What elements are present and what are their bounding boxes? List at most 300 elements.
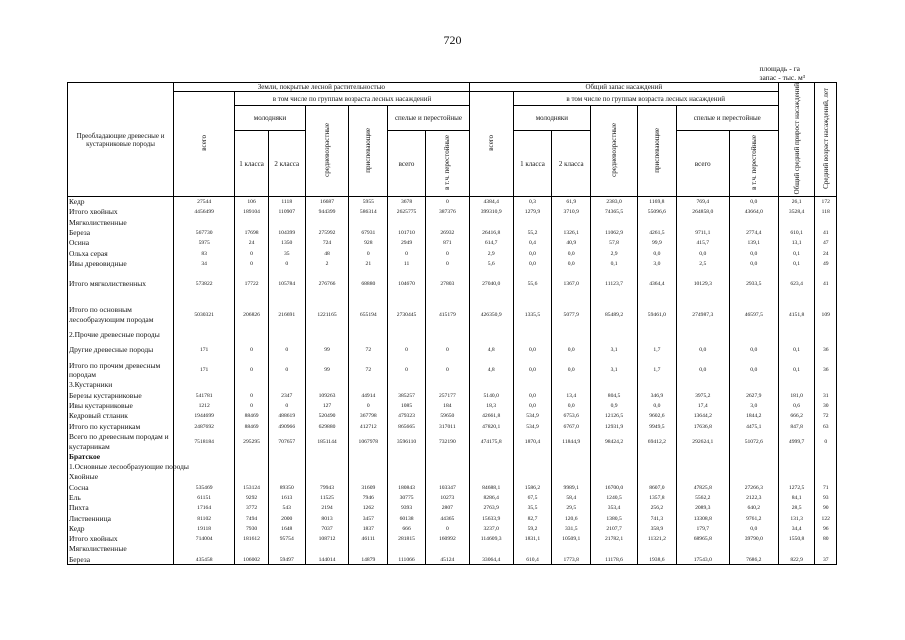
table-row xyxy=(68,421,837,431)
cell-value: 27803 xyxy=(425,279,469,289)
cell-value: 0 xyxy=(268,360,305,380)
cell-value: 1613 xyxy=(268,493,305,503)
cell-value xyxy=(513,218,552,228)
cell-value: 0,0 xyxy=(552,248,591,258)
cell-value xyxy=(815,462,837,472)
cell-value: 5077,9 xyxy=(552,300,591,330)
cell-value: 1586,2 xyxy=(513,483,552,493)
cell-value: 24 xyxy=(235,238,269,248)
cell-value: 3237,0 xyxy=(469,524,513,534)
table-body xyxy=(68,197,837,565)
cell-value: 14879 xyxy=(349,555,388,565)
cell-value xyxy=(174,218,235,228)
cell-value: 0,0 xyxy=(729,340,778,360)
cell-value: 9393 xyxy=(388,503,426,513)
cell-value: 2107,7 xyxy=(591,524,638,534)
table-row xyxy=(68,228,837,238)
cell-value: 5562,2 xyxy=(676,493,729,503)
cell-value: 6767,0 xyxy=(552,421,591,431)
cell-value: 104399 xyxy=(268,228,305,238)
cell-value: 24 xyxy=(815,248,837,258)
cell-value: 0,0 xyxy=(513,340,552,360)
cell-value xyxy=(729,452,778,462)
cell-value: 72 xyxy=(815,411,837,421)
cell-value: 3772 xyxy=(235,503,269,513)
col-stock-age-groups: в том числе по группам возраста лесных насаждений xyxy=(513,92,778,106)
cell-value: 46111 xyxy=(349,534,388,544)
cell-value: 11123,7 xyxy=(591,279,638,289)
row-label: Кедр xyxy=(68,524,174,534)
table-row xyxy=(68,279,837,289)
cell-value xyxy=(469,290,513,300)
cell-value: 37 xyxy=(815,555,837,565)
cell-value: 9711,1 xyxy=(676,228,729,238)
cell-value xyxy=(349,290,388,300)
cell-value: 184 xyxy=(425,401,469,411)
table-row xyxy=(68,218,837,228)
col-avg-age: Средний возраст насаждений, лет xyxy=(815,83,837,197)
cell-value: 179,7 xyxy=(676,524,729,534)
col-land-class2: 2 класса xyxy=(268,131,305,197)
cell-value xyxy=(815,544,837,554)
cell-value: 2,9 xyxy=(591,248,638,258)
cell-value xyxy=(513,290,552,300)
cell-value: 1550,8 xyxy=(778,534,815,544)
cell-value: 367798 xyxy=(349,411,388,421)
cell-value: 11321,2 xyxy=(638,534,677,544)
cell-value xyxy=(174,269,235,279)
cell-value xyxy=(638,290,677,300)
cell-value: 3,1 xyxy=(591,340,638,360)
cell-value xyxy=(305,218,349,228)
cell-value: 59497 xyxy=(268,555,305,565)
cell-value: 412712 xyxy=(349,421,388,431)
cell-value: 0 xyxy=(425,340,469,360)
cell-value: 30 xyxy=(815,401,837,411)
cell-value: 0,0 xyxy=(676,248,729,258)
cell-value xyxy=(388,452,426,462)
cell-value: 399310,9 xyxy=(469,207,513,217)
cell-value xyxy=(425,544,469,554)
cell-value xyxy=(513,330,552,340)
cell-value: 189104 xyxy=(235,207,269,217)
cell-value: 0 xyxy=(425,197,469,207)
cell-value: 41 xyxy=(815,228,837,238)
cell-value xyxy=(425,330,469,340)
cell-value xyxy=(305,380,349,390)
cell-value: 707657 xyxy=(268,432,305,452)
cell-value: 586314 xyxy=(349,207,388,217)
cell-value: 2933,5 xyxy=(729,279,778,289)
cell-value: 10273 xyxy=(425,493,469,503)
row-label: Лиственница xyxy=(68,513,174,523)
cell-value xyxy=(778,269,815,279)
cell-value xyxy=(174,472,235,482)
cell-value xyxy=(388,330,426,340)
cell-value xyxy=(591,452,638,462)
cell-value: 0,1 xyxy=(778,360,815,380)
cell-value: 144014 xyxy=(305,555,349,565)
cell-value xyxy=(729,380,778,390)
cell-value: 17698 xyxy=(235,228,269,238)
cell-value xyxy=(469,452,513,462)
cell-value: 9761,2 xyxy=(729,513,778,523)
cell-value: 281815 xyxy=(388,534,426,544)
row-label: Ивы кустарниковые xyxy=(68,401,174,411)
cell-value: 31609 xyxy=(349,483,388,493)
cell-value: 541781 xyxy=(174,390,235,400)
table-row xyxy=(68,472,837,482)
cell-value: 160992 xyxy=(425,534,469,544)
table-row xyxy=(68,483,837,493)
cell-value: 610,4 xyxy=(513,555,552,565)
table-row xyxy=(68,555,837,565)
cell-value xyxy=(591,269,638,279)
cell-value xyxy=(425,462,469,472)
row-label: Осина xyxy=(68,238,174,248)
cell-value: 47820,1 xyxy=(469,421,513,431)
row-label: Ель xyxy=(68,493,174,503)
col-increment: Общий средний прирост насаждений xyxy=(778,83,815,197)
col-stock-maturing: приспевающие xyxy=(638,106,677,197)
row-label: Итого хвойных xyxy=(68,534,174,544)
cell-value: 426350,9 xyxy=(469,300,513,330)
cell-value: 1648 xyxy=(268,524,305,534)
cell-value xyxy=(676,462,729,472)
cell-value: 666 xyxy=(388,524,426,534)
row-label: Кедр xyxy=(68,197,174,207)
cell-value: 535469 xyxy=(174,483,235,493)
cell-value xyxy=(349,218,388,228)
cell-value xyxy=(425,380,469,390)
cell-value: 0,0 xyxy=(513,401,552,411)
cell-value: 2627,9 xyxy=(729,390,778,400)
cell-value xyxy=(729,269,778,279)
cell-value: 58,4 xyxy=(552,493,591,503)
cell-value: 89350 xyxy=(268,483,305,493)
cell-value xyxy=(268,452,305,462)
table-row xyxy=(68,259,837,269)
cell-value: 153124 xyxy=(235,483,269,493)
cell-value: 1844,2 xyxy=(729,411,778,421)
cell-value: 17543,0 xyxy=(676,555,729,565)
cell-value: 59461,0 xyxy=(638,300,677,330)
cell-value: 331,5 xyxy=(552,524,591,534)
cell-value: 106 xyxy=(235,197,269,207)
cell-value: 3596110 xyxy=(388,432,426,452)
cell-value xyxy=(676,330,729,340)
col-land-maturing: приспевающие xyxy=(349,106,388,197)
cell-value: 0 xyxy=(425,360,469,380)
table-row xyxy=(68,432,837,452)
cell-value: 26932 xyxy=(425,228,469,238)
cell-value: 0,0 xyxy=(552,259,591,269)
cell-value xyxy=(638,330,677,340)
cell-value xyxy=(469,462,513,472)
cell-value xyxy=(349,544,388,554)
cell-value: 42661,8 xyxy=(469,411,513,421)
cell-value: 11178,6 xyxy=(591,555,638,565)
cell-value: 2949 xyxy=(388,238,426,248)
cell-value: 79943 xyxy=(305,483,349,493)
row-label: Мягколиственные xyxy=(68,544,174,554)
cell-value: 3,0 xyxy=(638,259,677,269)
cell-value xyxy=(425,269,469,279)
cell-value: 1944699 xyxy=(174,411,235,421)
cell-value: 0,6 xyxy=(778,401,815,411)
row-label: 2.Прочие древесные породы xyxy=(68,330,174,340)
cell-value: 9989,1 xyxy=(552,483,591,493)
cell-value: 5,6 xyxy=(469,259,513,269)
table-row xyxy=(68,340,837,360)
cell-value: 29,5 xyxy=(552,503,591,513)
cell-value xyxy=(513,462,552,472)
cell-value xyxy=(638,269,677,279)
col-stock-overmature: в т.ч. перестойные xyxy=(729,131,778,197)
cell-value xyxy=(174,290,235,300)
cell-value: 72 xyxy=(349,340,388,360)
cell-value: 8286,4 xyxy=(469,493,513,503)
cell-value xyxy=(552,462,591,472)
table-row xyxy=(68,401,837,411)
cell-value: 206826 xyxy=(235,300,269,330)
cell-value xyxy=(676,269,729,279)
row-label: Другие древесные породы xyxy=(68,340,174,360)
cell-value: 610,1 xyxy=(778,228,815,238)
table-row xyxy=(68,330,837,340)
cell-value: 80 xyxy=(815,534,837,544)
page-number: 720 xyxy=(443,33,462,47)
cell-value xyxy=(425,472,469,482)
cell-value: 415179 xyxy=(425,300,469,330)
cell-value xyxy=(552,544,591,554)
cell-value: 822,9 xyxy=(778,555,815,565)
cell-value: 106002 xyxy=(235,555,269,565)
table-row xyxy=(68,269,837,279)
row-label: Ивы древовидные xyxy=(68,259,174,269)
cell-value: 0 xyxy=(268,401,305,411)
cell-value: 3,0 xyxy=(729,401,778,411)
cell-value: 49 xyxy=(815,259,837,269)
cell-value xyxy=(638,462,677,472)
cell-value xyxy=(815,269,837,279)
cell-value xyxy=(268,544,305,554)
cell-value: 8607,0 xyxy=(638,483,677,493)
table-row xyxy=(68,248,837,258)
cell-value: 353,4 xyxy=(591,503,638,513)
cell-value: 5955 xyxy=(349,197,388,207)
col-land-overmature: в т.ч. перестойные xyxy=(425,131,469,197)
row-label: Березы кустарниковые xyxy=(68,390,174,400)
cell-value xyxy=(349,269,388,279)
units-area: площадь - га xyxy=(759,64,800,73)
cell-value: 567730 xyxy=(174,228,235,238)
cell-value: 17722 xyxy=(235,279,269,289)
cell-value: 93 xyxy=(815,493,837,503)
cell-value: 0,4 xyxy=(513,238,552,248)
cell-value xyxy=(552,290,591,300)
cell-value: 0 xyxy=(388,248,426,258)
cell-value: 275992 xyxy=(305,228,349,238)
cell-value: 109263 xyxy=(305,390,349,400)
cell-value: 520490 xyxy=(305,411,349,421)
cell-value: 0 xyxy=(268,340,305,360)
cell-value: 0,0 xyxy=(638,248,677,258)
row-label xyxy=(68,269,174,279)
cell-value xyxy=(469,330,513,340)
cell-value: 99,9 xyxy=(638,238,677,248)
cell-value: 13308,8 xyxy=(676,513,729,523)
cell-value: 2 xyxy=(305,259,349,269)
cell-value: 0,1 xyxy=(591,259,638,269)
cell-value xyxy=(305,290,349,300)
cell-value: 109 xyxy=(815,300,837,330)
cell-value xyxy=(729,330,778,340)
cell-value xyxy=(815,218,837,228)
cell-value: 0,0 xyxy=(729,524,778,534)
cell-value: 10509,1 xyxy=(552,534,591,544)
cell-value xyxy=(513,380,552,390)
cell-value: 7930 xyxy=(235,524,269,534)
cell-value xyxy=(676,380,729,390)
cell-value: 82,7 xyxy=(513,513,552,523)
cell-value: 27266,3 xyxy=(729,483,778,493)
cell-value: 928 xyxy=(349,238,388,248)
cell-value: 655194 xyxy=(349,300,388,330)
cell-value: 46597,5 xyxy=(729,300,778,330)
cell-value: 1350 xyxy=(268,238,305,248)
cell-value: 101710 xyxy=(388,228,426,238)
cell-value: 34 xyxy=(174,259,235,269)
row-label: Мягколиственные xyxy=(68,218,174,228)
cell-value: 2807 xyxy=(425,503,469,513)
col-stock-class2: 2 класса xyxy=(552,131,591,197)
cell-value: 317011 xyxy=(425,421,469,431)
cell-value: 98424,2 xyxy=(591,432,638,452)
col-land-class1: 1 класса xyxy=(235,131,269,197)
cell-value: 0 xyxy=(425,524,469,534)
cell-value xyxy=(778,452,815,462)
cell-value: 36 xyxy=(815,340,837,360)
cell-value: 108712 xyxy=(305,534,349,544)
cell-value: 629880 xyxy=(305,421,349,431)
cell-value: 0,0 xyxy=(513,248,552,258)
cell-value: 44365 xyxy=(425,513,469,523)
cell-value: 118 xyxy=(815,207,837,217)
cell-value: 0 xyxy=(349,401,388,411)
cell-value: 7494 xyxy=(235,513,269,523)
cell-value: 264858,0 xyxy=(676,207,729,217)
cell-value: 1240,5 xyxy=(591,493,638,503)
cell-value: 41 xyxy=(815,279,837,289)
cell-value: 2122,3 xyxy=(729,493,778,503)
cell-value: 4999,7 xyxy=(778,432,815,452)
row-label: Кедровый стланик xyxy=(68,411,174,421)
cell-value: 257177 xyxy=(425,390,469,400)
cell-value: 68880 xyxy=(349,279,388,289)
cell-value: 474175,8 xyxy=(469,432,513,452)
cell-value: 276766 xyxy=(305,279,349,289)
row-label: Итого по кустарникам xyxy=(68,421,174,431)
cell-value xyxy=(235,290,269,300)
cell-value: 39790,0 xyxy=(729,534,778,544)
cell-value: 85489,2 xyxy=(591,300,638,330)
cell-value xyxy=(388,269,426,279)
col-species: Преобладающие древесные и кустарниковые породы xyxy=(68,83,174,197)
cell-value: 1938,6 xyxy=(638,555,677,565)
cell-value: 48 xyxy=(305,248,349,258)
cell-value: 44914 xyxy=(349,390,388,400)
row-label xyxy=(68,290,174,300)
cell-value: 45124 xyxy=(425,555,469,565)
cell-value: 0 xyxy=(268,259,305,269)
cell-value xyxy=(729,472,778,482)
cell-value xyxy=(815,380,837,390)
table-row xyxy=(68,524,837,534)
cell-value: 0 xyxy=(349,248,388,258)
cell-value xyxy=(349,330,388,340)
cell-value xyxy=(469,544,513,554)
cell-value: 47825,8 xyxy=(676,483,729,493)
table-row xyxy=(68,513,837,523)
cell-value: 358,9 xyxy=(638,524,677,534)
cell-value xyxy=(638,218,677,228)
cell-value: 4475,1 xyxy=(729,421,778,431)
cell-value: 11 xyxy=(388,259,426,269)
cell-value: 68965,8 xyxy=(676,534,729,544)
cell-value: 35,5 xyxy=(513,503,552,513)
table-row xyxy=(68,503,837,513)
cell-value: 67,5 xyxy=(513,493,552,503)
cell-value: 1118 xyxy=(268,197,305,207)
cell-value xyxy=(174,330,235,340)
cell-value: 31 xyxy=(815,390,837,400)
cell-value: 0,0 xyxy=(729,259,778,269)
cell-value: 9292 xyxy=(235,493,269,503)
cell-value xyxy=(552,218,591,228)
cell-value xyxy=(815,290,837,300)
cell-value: 871 xyxy=(425,238,469,248)
row-label: Братское xyxy=(68,452,174,462)
cell-value xyxy=(591,462,638,472)
cell-value xyxy=(268,330,305,340)
cell-value: 55096,6 xyxy=(638,207,677,217)
cell-value: 0 xyxy=(425,259,469,269)
cell-value xyxy=(349,452,388,462)
cell-value: 4456499 xyxy=(174,207,235,217)
cell-value: 127 xyxy=(305,401,349,411)
cell-value: 0 xyxy=(388,360,426,380)
cell-value: 35 xyxy=(268,248,305,258)
cell-value: 0,9 xyxy=(591,401,638,411)
cell-value: 43664,0 xyxy=(729,207,778,217)
cell-value: 21782,1 xyxy=(591,534,638,544)
cell-value: 131,3 xyxy=(778,513,815,523)
cell-value: 1851144 xyxy=(305,432,349,452)
cell-value: 346,9 xyxy=(638,390,677,400)
cell-value: 1380,5 xyxy=(591,513,638,523)
cell-value: 7518184 xyxy=(174,432,235,452)
cell-value: 26,1 xyxy=(778,197,815,207)
cell-value: 105784 xyxy=(268,279,305,289)
cell-value: 1272,5 xyxy=(778,483,815,493)
cell-value xyxy=(388,218,426,228)
cell-value xyxy=(305,269,349,279)
cell-value xyxy=(349,472,388,482)
cell-value xyxy=(174,452,235,462)
cell-value xyxy=(388,462,426,472)
cell-value: 1837 xyxy=(349,524,388,534)
